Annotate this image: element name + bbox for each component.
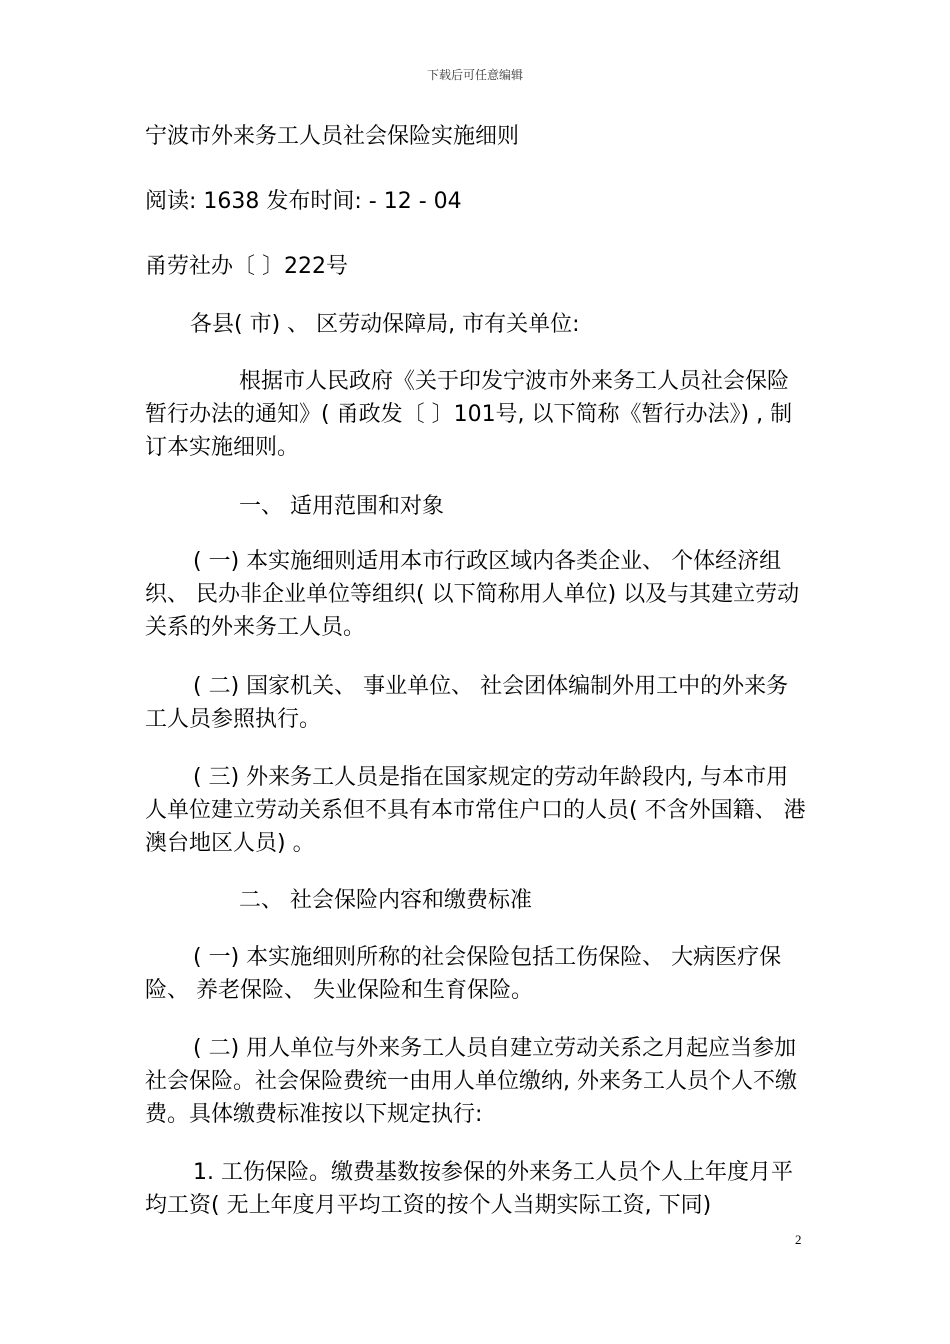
section-heading-1: 一、 适用范围和对象 (239, 494, 444, 519)
paragraph-2-2-1: 1. 工伤保险。缴费基数按参保的外来务工人员个人上年度月平均工资( 无上年度月平均工资的按个人当期实际工资, 下同) (145, 1160, 793, 1218)
document-title: 宁波市外来务工人员社会保险实施细则 (145, 124, 520, 149)
page-header: 下载后可任意编辑 (426, 68, 523, 82)
paragraph-1-2: ( 二) 国家机关、 事业单位、 社会团体编制外用工中的外来务工人员参照执行。 (145, 674, 789, 732)
paragraph-2-2: ( 二) 用人单位与外来务工人员自建立劳动关系之月起应当参加社会保险。社会保险费统一由用人单位缴纳, 外来务工人员个人不缴费。具体缴费标准按以下规定执行: (145, 1036, 797, 1127)
section-heading-2: 二、 社会保险内容和缴费标准 (239, 888, 532, 913)
salutation: 各县( 市) 、 区劳动保障局, 市有关单位: (190, 312, 580, 337)
paragraph-1-3: ( 三) 外来务工人员是指在国家规定的劳动年龄段内, 与本市用人单位建立劳动关系但不具有本市常住户口的人员( 不含外国籍、 港澳台地区人员) 。 (145, 765, 806, 856)
paragraph-intro: 根据市人民政府《关于印发宁波市外来务工人员社会保险暂行办法的通知》( 甬政发〔 〕101号, 以下简称《暂行办法》) , 制订本实施细则。 (145, 369, 793, 460)
paragraph-2-1: ( 一) 本实施细则所称的社会保险包括工伤保险、 大病医疗保险、 养老保险、 失业保险和生育保险。 (145, 945, 782, 1003)
read-count-and-date: 阅读: 1638 发布时间: - 12 - 04 (145, 189, 462, 214)
paragraph-1-1: ( 一) 本实施细则适用本市行政区域内各类企业、 个体经济组织、 民办非企业单位等组织( 以下简称用人单位) 以及与其建立劳动关系的外来务工人员。 (145, 549, 800, 640)
document-number: 甬劳社办〔 〕222号 (145, 254, 348, 279)
page-number: 2 (795, 1232, 802, 1247)
